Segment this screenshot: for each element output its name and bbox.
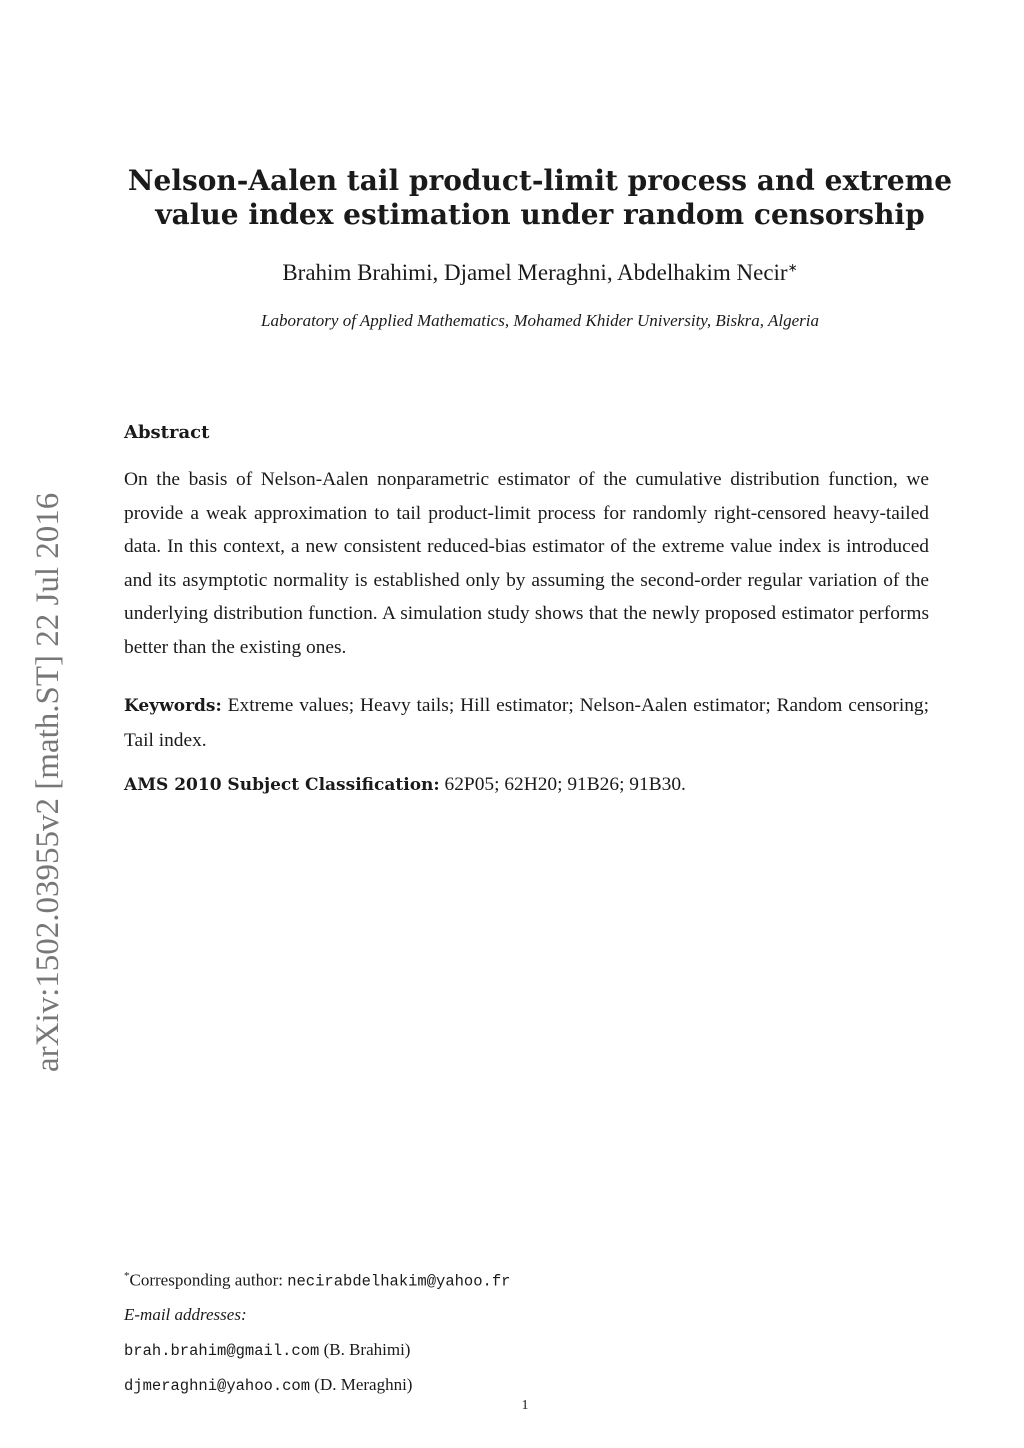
ams-label: AMS 2010 Subject Classification: [124, 775, 440, 795]
affiliation: Laboratory of Applied Mathematics, Mohamed Khider University, Biskra, Algeria [261, 311, 819, 330]
author-footnote-mark: ∗ [787, 260, 798, 275]
corresponding-label: Corresponding author: [129, 1270, 283, 1290]
keywords-label: Keywords: [124, 696, 222, 716]
footnote-corresponding-author [124, 1270, 510, 1291]
author-list [100, 260, 980, 286]
email-brahimi-name: (B. Brahimi) [323, 1340, 411, 1359]
abstract-heading: Abstract [124, 422, 210, 443]
paper-title [100, 164, 980, 232]
abstract-text: On the basis of Nelson-Aalen nonparametric estimator of the cumulative distribution function, we provide a weak approximation to tail product-limit process for randomly right-censored heavy-tailed data. In this context, a new consistent reduced-bias estimator of the extreme value index is introduced and its asymptotic normality is established only by assuming the second-order regular variation of the underlying distribution function. A simulation study shows that the newly proposed estimator performs better than the existing ones. [124, 469, 929, 658]
email-brahimi[interactable]: brah.brahim@gmail.com [124, 1342, 320, 1360]
title-line-2: value index estimation under random censorship [155, 198, 925, 231]
ams-classification [124, 768, 929, 803]
page-number: 1 [521, 1398, 529, 1413]
ams-codes: 62P05; 62H20; 91B26; 91B30. [444, 774, 686, 795]
title-line-1: Nelson-Aalen tail product-limit process and extreme [127, 164, 953, 197]
email-meraghni[interactable]: djmeraghni@yahoo.com [124, 1377, 311, 1395]
keywords-text: Extreme values; Heavy tails; Hill estimator; Nelson-Aalen estimator; Random censoring; Tail index. [124, 695, 929, 751]
email-addresses-heading: E-mail addresses: [124, 1305, 247, 1324]
author-names: Brahim Brahimi, Djamel Meraghni, Abdelhakim Necir [282, 260, 788, 285]
corresponding-email[interactable]: necirabdelhakim@yahoo.fr [287, 1272, 511, 1291]
footnote-email-2 [124, 1375, 412, 1395]
email-meraghni-name: (D. Meraghni) [314, 1375, 413, 1394]
footnote-mark: * [124, 1270, 130, 1282]
keywords [124, 689, 929, 757]
footnote-email-1 [124, 1340, 410, 1360]
arxiv-identifier: arXiv:1502.03955v2 [math.ST] 22 Jul 2016 [30, 492, 66, 1072]
